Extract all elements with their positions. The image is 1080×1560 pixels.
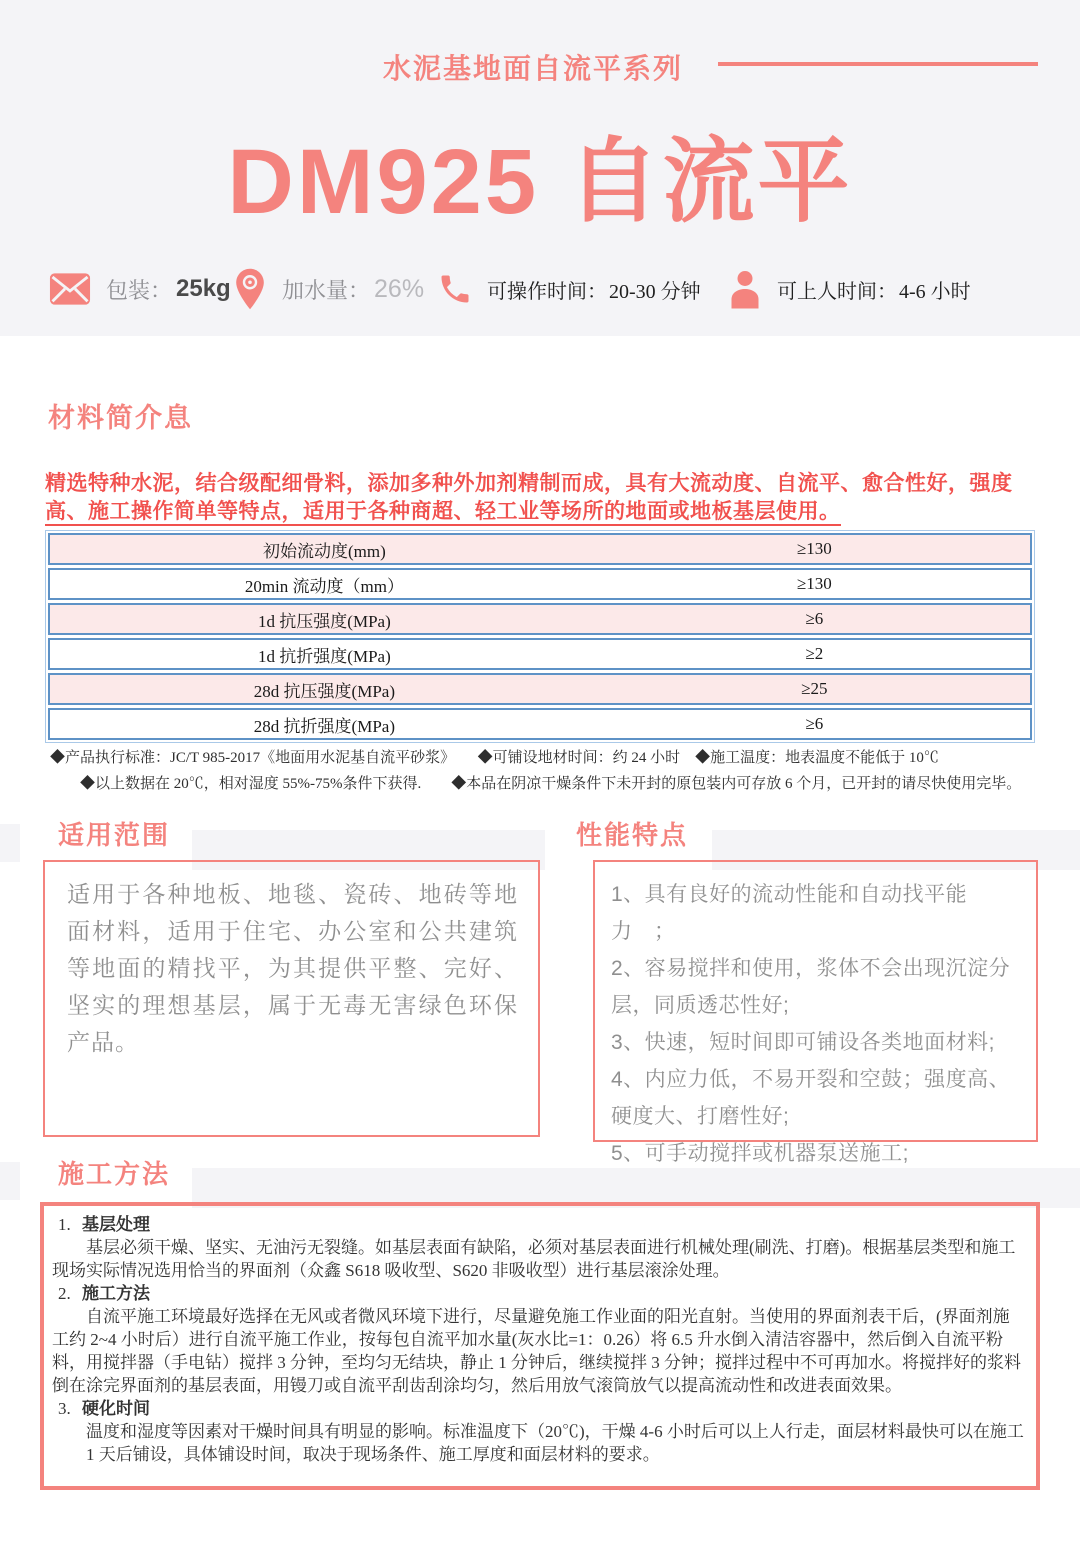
envelope-icon bbox=[48, 272, 92, 306]
step-number: 2. bbox=[58, 1284, 71, 1303]
working-time-pair bbox=[487, 275, 701, 304]
table-row bbox=[48, 638, 1032, 670]
table-row bbox=[48, 568, 1032, 600]
table-row bbox=[48, 603, 1032, 635]
feature-item: 2、容易搅拌和使用，浆体不会出现沉淀分层，同质透芯性好; bbox=[611, 957, 1011, 1017]
spec-name: 初始流动度(mm) bbox=[263, 541, 386, 561]
step-number: 1. bbox=[58, 1215, 71, 1234]
info-item-package bbox=[48, 262, 231, 316]
spec-name: 20min 流动度（mm） bbox=[244, 576, 404, 596]
water-amount-label: 加水量： bbox=[282, 277, 371, 303]
info-item-walkable-time bbox=[727, 262, 971, 316]
features-box bbox=[593, 860, 1038, 1165]
material-intro bbox=[45, 470, 1045, 526]
walkable-time-value: 4-6 小时 bbox=[899, 280, 971, 303]
step-title: 基层处理 bbox=[82, 1215, 150, 1234]
note-line1: ◆产品执行标准：JC/T 985-2017《地面用水泥基自流平砂浆》 ◆可铺设地材时间：约 24 小时 ◆施工温度：地表温度不能低于 10℃ bbox=[50, 750, 939, 766]
water-amount-value: 26% bbox=[374, 274, 425, 303]
feature-item: 3、快速，短时间即可铺设各类地面材料; bbox=[611, 1031, 996, 1054]
method-step-body: 温度和湿度等因素对干燥时间具有明显的影响。标准温度下（20℃)，干燥 4-6 小时后可以上人行走，面层材料最快可以在施工 bbox=[86, 1422, 1024, 1441]
phone-icon bbox=[437, 271, 473, 307]
info-bar bbox=[0, 262, 1080, 316]
package-label: 包装： bbox=[106, 277, 173, 303]
spec-table bbox=[45, 530, 1035, 743]
working-time-value: 20-30 分钟 bbox=[609, 280, 701, 303]
features-title: 性能特点 bbox=[576, 820, 689, 850]
material-section-title: 材料简介息 bbox=[48, 402, 193, 433]
spec-value: ≥130 bbox=[796, 539, 832, 558]
step-title: 硬化时间 bbox=[82, 1399, 150, 1418]
series-title: 水泥基地面自流平系列 bbox=[383, 53, 684, 84]
method-step-heading bbox=[52, 1397, 1026, 1420]
working-time-label: 可操作时间： bbox=[487, 280, 607, 303]
spec-value: ≥130 bbox=[796, 574, 832, 593]
material-intro-line1: 精选特种水泥，结合级配细骨料，添加多种外加剂精制而成，具有大流动度、自流平、愈合性好，强度 bbox=[45, 472, 1013, 495]
material-intro-line2: 高、施工操作简单等特点，适用于各种商超、轻工业等场所的地面或地板基层使用。 bbox=[45, 498, 1045, 526]
package-value: 25kg bbox=[176, 275, 231, 302]
material-section-band bbox=[0, 380, 1080, 450]
product-title: DM925 自流平 bbox=[227, 131, 853, 233]
feature-item: 1、具有良好的流动性能和自动找平能力 ； bbox=[611, 883, 968, 943]
step-number: 3. bbox=[58, 1399, 71, 1418]
method-step-heading bbox=[52, 1282, 1026, 1305]
table-row bbox=[48, 533, 1032, 565]
step-title: 施工方法 bbox=[82, 1284, 150, 1303]
table-row bbox=[48, 673, 1032, 705]
scope-body: 适用于各种地板、地毯、瓷砖、地砖等地面材料，适用于住宅、办公室和公共建筑等地面的精找平，为其提供平整、完好、坚实的理想基层，属于无毒无害绿色环保产品。 bbox=[67, 881, 518, 1055]
walkable-time-label: 可上人时间： bbox=[777, 280, 897, 303]
series-underline-decoration bbox=[718, 62, 1038, 66]
spec-name: 28d 抗折强度(MPa) bbox=[253, 716, 395, 736]
table-row bbox=[48, 708, 1032, 740]
method-edge-strip bbox=[0, 1162, 20, 1200]
info-item-working-time bbox=[437, 262, 701, 316]
spec-name: 1d 抗压强度(MPa) bbox=[258, 611, 391, 631]
spec-value: ≥25 bbox=[801, 679, 828, 698]
table-notes bbox=[50, 748, 1040, 795]
method-step-body: 自流平施工环境最好选择在无风或者微风环境下进行，尽量避免施工作业面的阳光直射。当使用的界面剂表干后，(界面剂施工约 2~4 小时后）进行自流平施工作业，按每包自流平加水量(灰水比=1：0.26）将 6.5 升水倒入清洁容器中，然后倒入自流平粉料，用搅拌器（手电钻）搅拌 3 分钟，至均匀无结块，静止 1 分钟后，继续搅拌 3 分钟；搅拌过程中不可再加水。将搅拌好的浆料倒在涂完界面剂的基层表面，用镘刀或自流平刮齿刮涂均匀，然后用放气滚筒放气以提高流动性和改进表面效果。 bbox=[52, 1307, 1021, 1395]
method-box bbox=[40, 1202, 1040, 1490]
method-step-heading bbox=[52, 1213, 1026, 1236]
spec-name: 28d 抗压强度(MPa) bbox=[253, 681, 395, 701]
spec-value: ≥2 bbox=[805, 644, 824, 663]
spec-value: ≥6 bbox=[805, 714, 824, 733]
spec-name: 1d 抗折强度(MPa) bbox=[258, 646, 391, 666]
hero-section bbox=[0, 0, 1080, 336]
scope-box bbox=[43, 860, 540, 1137]
method-step-body: 基层必须干燥、坚实、无油污无裂缝。如基层表面有缺陷，必须对基层表面进行机械处理(刷洗、打磨)。根据基层类型和施工现场实际情况选用恰当的界面剂（众鑫 S618 吸收型、S620 非吸收型）进行基层滚涂处理。 bbox=[52, 1238, 1016, 1280]
scope-edge-strip bbox=[0, 824, 20, 862]
method-title: 施工方法 bbox=[58, 1159, 171, 1189]
person-icon bbox=[727, 269, 763, 309]
method-step-body-line2: 1 天后铺设，具体铺设时间，取决于现场条件、施工厚度和面层材料的要求。 bbox=[86, 1445, 660, 1464]
walkable-time-pair bbox=[777, 275, 971, 304]
feature-item: 5、可手动搅拌或机器泵送施工; bbox=[611, 1142, 910, 1165]
info-item-water-amount bbox=[232, 262, 424, 316]
spec-value: ≥6 bbox=[805, 609, 824, 628]
scope-title: 适用范围 bbox=[58, 820, 171, 850]
location-pin-icon bbox=[232, 267, 268, 311]
feature-item: 4、内应力低，不易开裂和空鼓；强度高、硬度大、打磨性好; bbox=[611, 1068, 1011, 1128]
note-line2: ◆以上数据在 20℃，相对湿度 55%-75%条件下获得. ◆本品在阴凉干燥条件下未开封的原包装内可存放 6 个月，已开封的请尽快使用完毕。 bbox=[80, 776, 1022, 792]
